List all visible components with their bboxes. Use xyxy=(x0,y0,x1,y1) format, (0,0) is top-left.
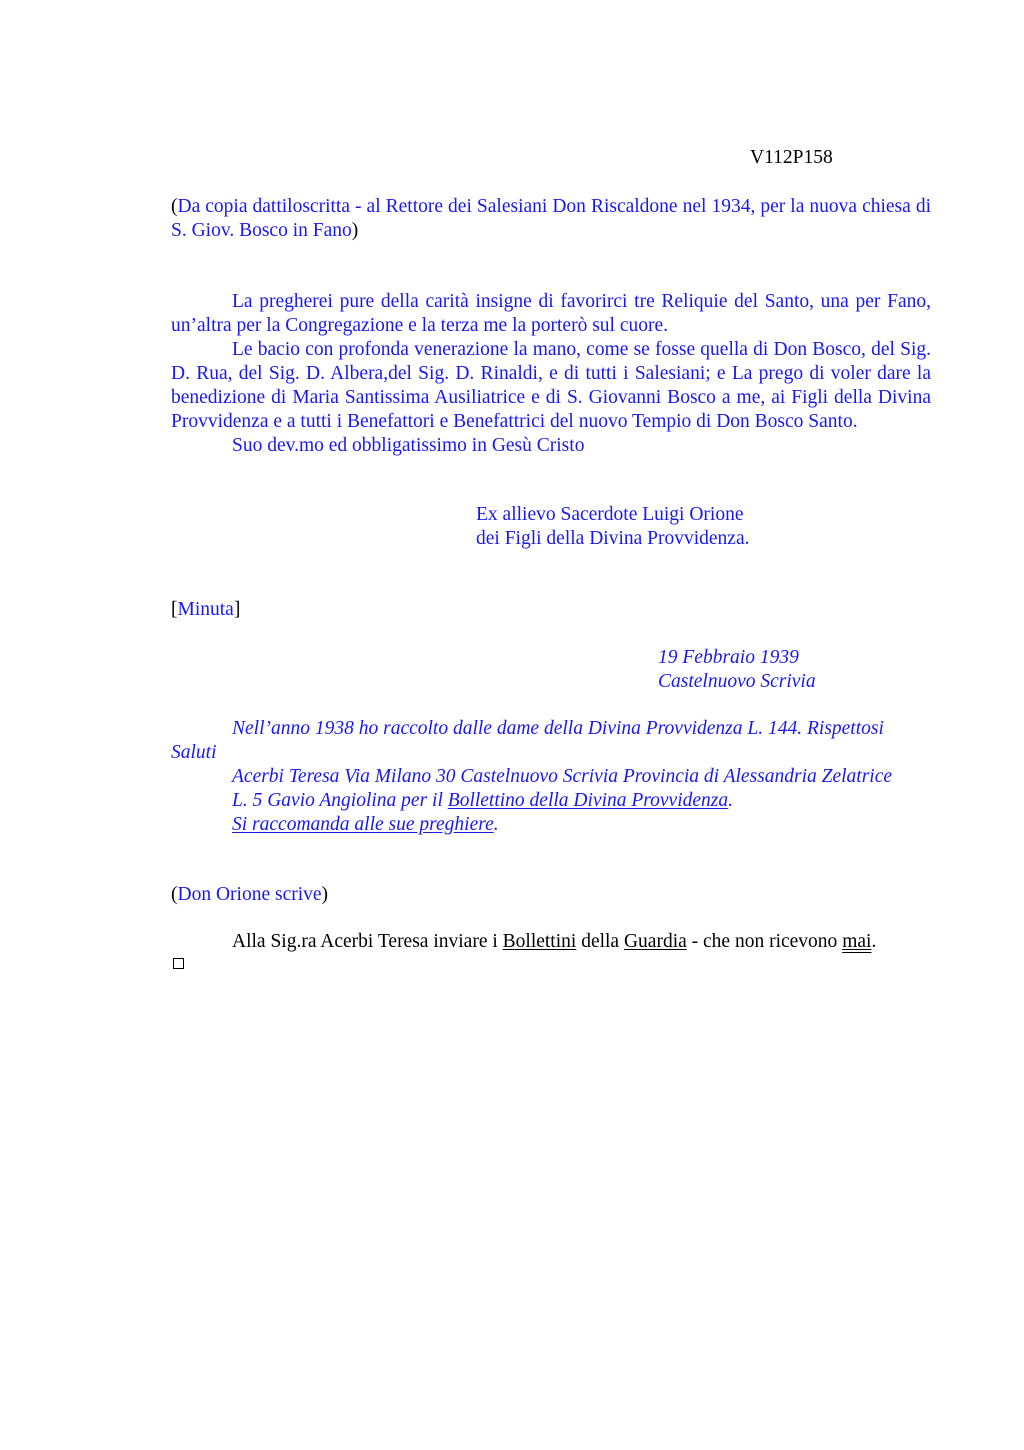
note-text: Alla Sig.ra Acerbi Teresa inviare i Bollettini della Guardia - che non ricevono mai. xyxy=(232,931,877,952)
word-guardia: Guardia xyxy=(623,931,687,952)
source-note-text: Da copia dattiloscritta - al Rettore dei Salesiani Don Riscaldone nel 1934, per la nuova chiesa di S. Giov. Bosco in Fano xyxy=(171,196,931,241)
prayer-request: Si raccomanda alle sue preghiere xyxy=(232,814,494,835)
minuta-line: Acerbi Teresa Via Milano 30 Castelnuovo Scrivia Provincia di Alessandria Zelatrice xyxy=(232,766,893,787)
letter-body xyxy=(171,290,931,458)
letter-paragraph: La pregherei pure della carità insigne di favorirci tre Reliquie del Santo, una per Fano, un’altra per la Congregazione e la terza me la porterò sul cuore. xyxy=(171,291,931,336)
signature-line: dei Figli della Divina Provvidenza. xyxy=(476,528,750,549)
signature xyxy=(476,503,750,551)
minuta-line: Si raccomanda alle sue preghiere. xyxy=(232,814,499,835)
letter-paragraph: Le bacio con profonda venerazione la mano, come se fosse quella di Don Bosco, del Sig. D. Rua, del Sig. D. Albera,del Sig. D. Rinaldi, e di tutti i Salesiani; e La prego di voler dare la benedizione di Maria Santissima Ausiliatrice e di S. Giovanni Bosco a me, ai Figli della Divina Provvidenza e a tutti i Benefattori e Benefattrici del nuovo Tempio di Don Bosco Santo. xyxy=(171,339,931,432)
source-note: (Da copia dattiloscritta - al Rettore dei Salesiani Don Riscaldone nel 1934, per la nuova chiesa di S. Giov. Bosco in Fano) xyxy=(171,196,931,241)
signature-line: Ex allievo Sacerdote Luigi Orione xyxy=(476,504,744,525)
minuta-heading: [Minuta] xyxy=(171,599,241,620)
bollettino-title: Bollettino della Divina Provvidenza xyxy=(447,790,729,811)
minuta-dateline xyxy=(658,646,816,694)
minuta-line: Nell’anno 1938 ho raccolto dalle dame della Divina Provvidenza L. 144. Rispettosi Saluti xyxy=(171,718,884,763)
note-heading: (Don Orione scrive) xyxy=(171,884,329,905)
word-bollettini: Bollettini xyxy=(502,931,577,952)
reference-code: V112P158 xyxy=(750,147,833,168)
minuta-line: L. 5 Gavio Angiolina per il Bollettino della Divina Provvidenza. xyxy=(232,790,733,811)
word-mai: mai xyxy=(842,931,872,952)
letter-closing: Suo dev.mo ed obbligatissimo in Gesù Cristo xyxy=(232,435,585,456)
minuta-date: 19 Febbraio 1939 xyxy=(658,647,799,668)
minuta-body xyxy=(171,717,931,837)
minuta-place: Castelnuovo Scrivia xyxy=(658,671,816,692)
checkbox-icon xyxy=(173,958,184,969)
